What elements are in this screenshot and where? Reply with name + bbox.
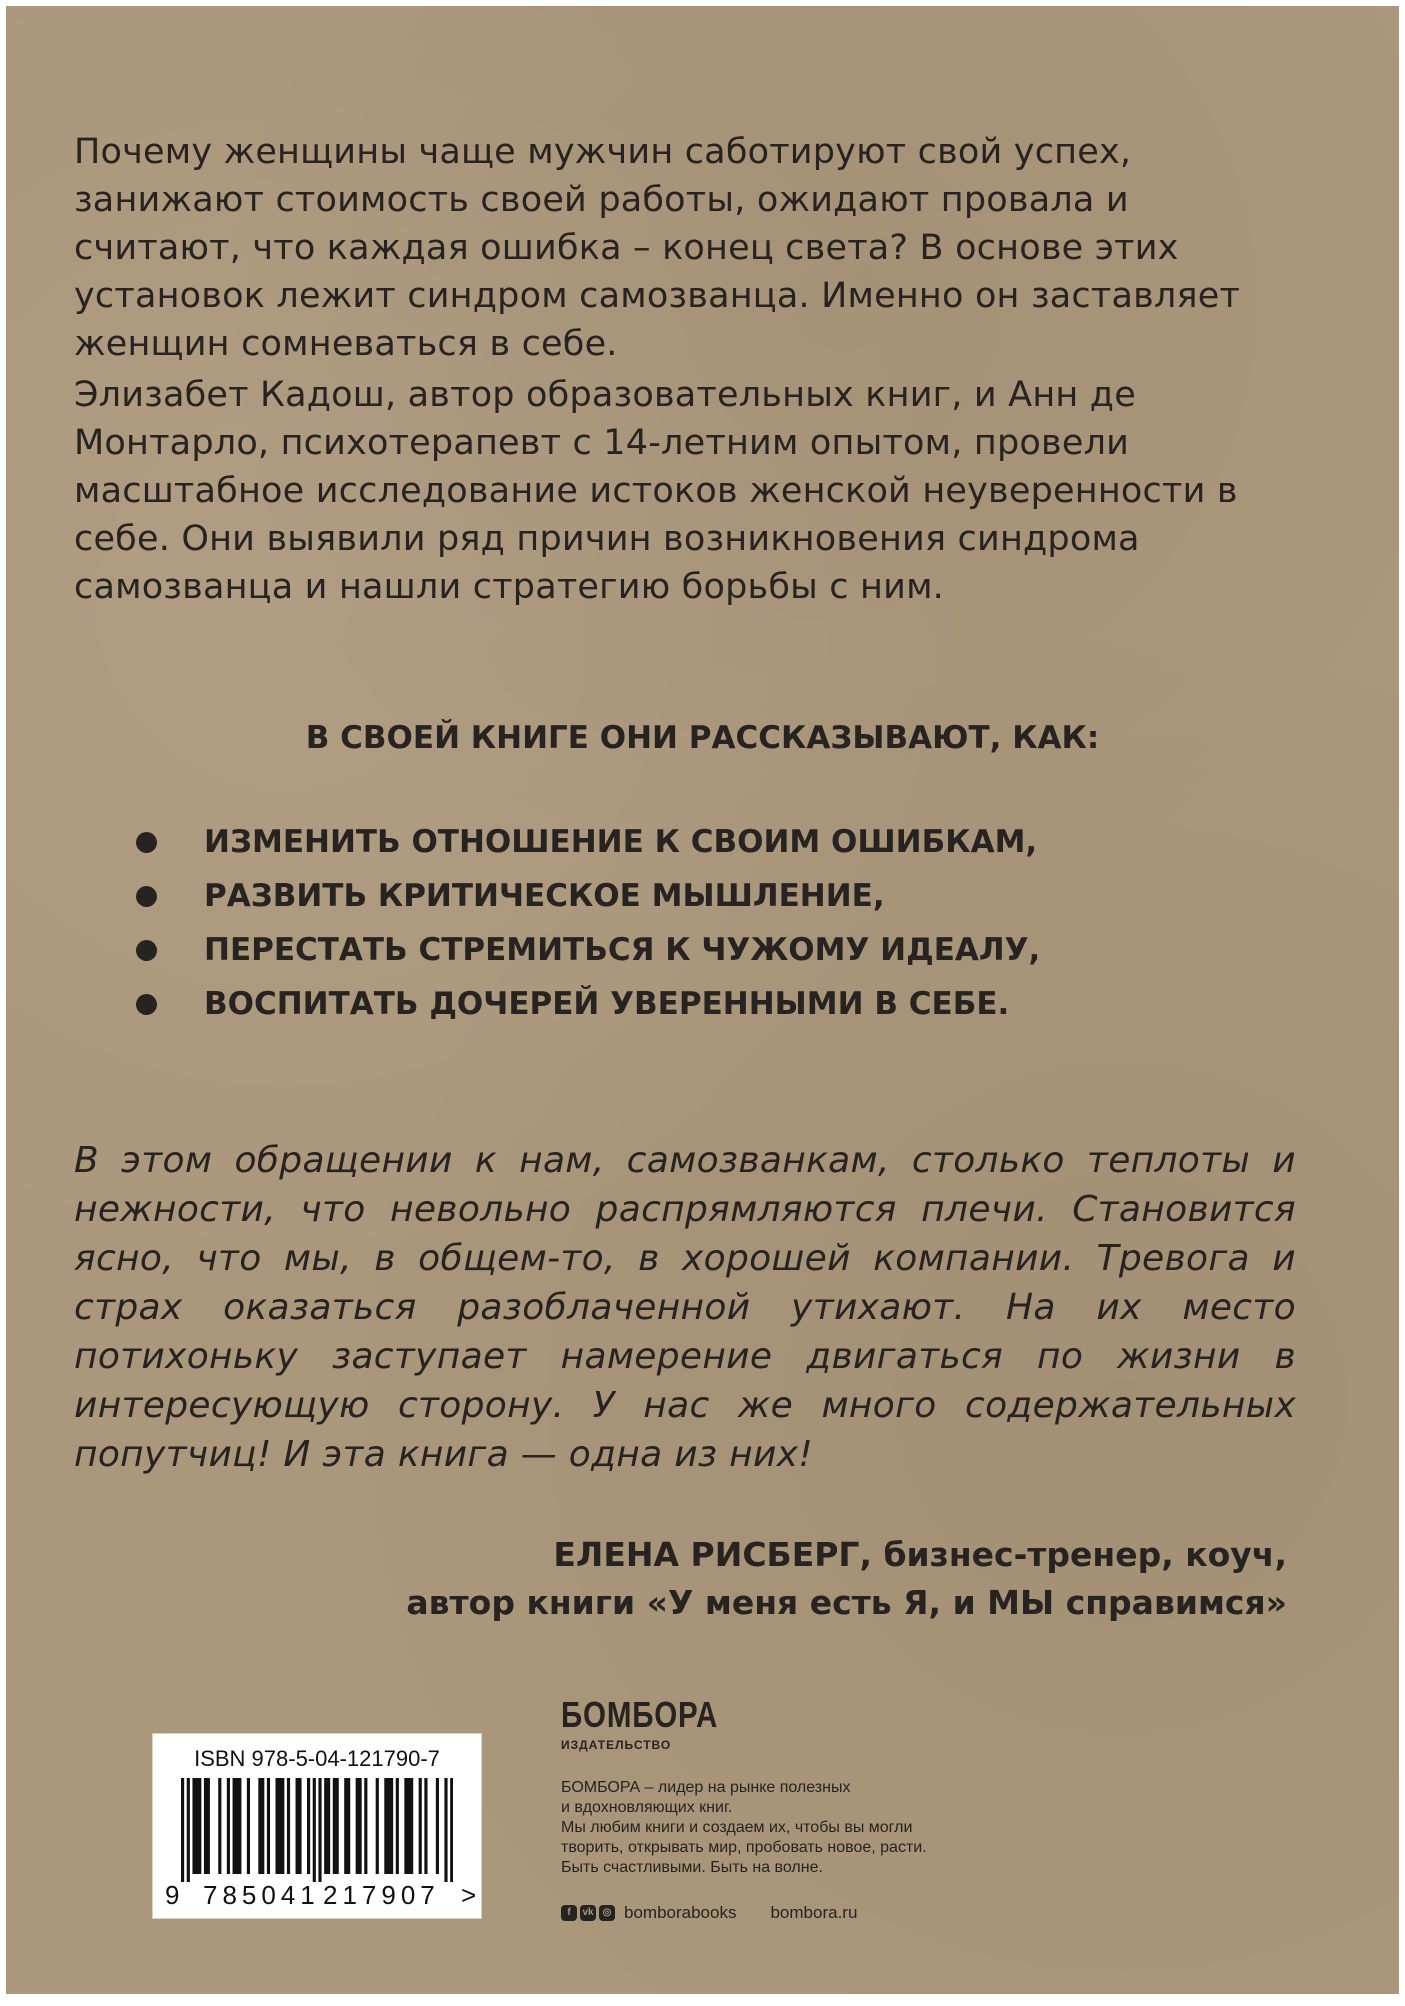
barcode-bar [267,1778,270,1874]
barcode-bar [387,1778,390,1874]
quote-attribution [406,1531,1287,1627]
barcode-bar [376,1778,379,1874]
publisher-description-line: Мы любим книги и создаем их, чтобы вы могли [561,1819,913,1836]
list-item-text: ПЕРЕСТАТЬ СТРЕМИТЬСЯ К ЧУЖОМУ ИДЕАЛУ, [204,932,1041,968]
barcode-bar [318,1778,321,1882]
bullet-icon [136,994,157,1015]
barcode-bar [235,1778,238,1874]
barcode-bar [207,1778,210,1874]
list-heading: В СВОЕЙ КНИГЕ ОНИ РАССКАЗЫВАЮТ, КАК: [305,720,1100,756]
list-item [136,822,1040,876]
benefits-list [136,822,1040,1038]
barcode-bar [407,1778,410,1874]
barcode-bar [324,1778,327,1874]
publisher-description-line: и вдохновляющих книг. [561,1799,733,1816]
list-item [136,984,1040,1038]
instagram-icon[interactable]: ◎ [599,1905,615,1921]
social-handle-link[interactable]: bomborabooks [624,1903,737,1922]
barcode-bar [436,1778,439,1874]
barcode-bar [204,1778,207,1874]
list-item [136,930,1040,984]
bullet-icon [136,940,157,961]
barcode-bar [187,1778,190,1882]
barcode-bar [287,1778,290,1874]
publisher-description-line: творить, открывать мир, пробовать новое, расти. [561,1839,927,1856]
barcode-bar [296,1778,299,1874]
review-quote: В этом обращении к нам, самозванкам, столько теплоты и нежности, что невольно распрямляются плечи. Становится ясно, что мы, в общем-то, в хорошей компании. Тревога и страх оказаться разоблаченной утихают. На их место потихоньку заступает намерение двигаться по жизни в интересующую сторону. У нас же много содержательных попутчиц! И эта книга — одна из них! [74,1140,1296,1475]
back-cover [6,6,1399,1994]
vk-icon[interactable]: vk [580,1905,596,1921]
barcode-bar [247,1778,250,1874]
barcode-bar [396,1778,399,1874]
barcode-bar [384,1778,387,1874]
website-link[interactable]: bombora.ru [770,1903,858,1922]
barcode-bar [347,1778,350,1874]
barcode-bar [450,1778,453,1882]
ean-arrow: > [461,1880,477,1910]
barcode-bar [344,1778,347,1874]
list-item-text: РАЗВИТЬ КРИТИЧЕСКОЕ МЫШЛЕНИЕ, [204,878,885,914]
bullet-icon [136,886,157,907]
barcode-bar [233,1778,236,1874]
facebook-icon[interactable]: f [561,1905,577,1921]
ean-first-digit: 9 [165,1880,180,1910]
barcode-bar [419,1778,422,1874]
barcode-bar [281,1778,284,1874]
barcode-bar [336,1778,339,1874]
intro-paragraph: Почему женщины чаще мужчин саботируют свой успех, занижают стоимость своей работы, ожидают провала и считают, что каждая ошибка – конец света? В основе этих установок лежит синдром самозванца. Именно он заставляет женщин сомневаться в себе. [74,132,1241,364]
barcode-bar [227,1778,230,1874]
publisher-block [561,1696,1021,1923]
barcode-bar [356,1778,359,1874]
ean-right-group: 217907 [323,1880,440,1910]
barcode-bar [333,1778,336,1874]
publisher-links [561,1903,1021,1923]
barcode-bar [364,1778,367,1874]
quote-author-line-2: автор книги «У меня есть Я, и МЫ справимся» [406,1583,1287,1622]
list-item-text: ИЗМЕНИТЬ ОТНОШЕНИЕ К СВОИМ ОШИБКАМ, [204,824,1038,860]
barcode-bar [390,1778,393,1874]
barcode-bar [195,1778,198,1874]
barcode-bar [327,1778,330,1874]
barcode-bar [181,1778,184,1882]
barcode-bar [359,1778,362,1874]
bullet-icon [136,832,157,853]
barcode-bar [238,1778,241,1874]
barcode-bar [261,1778,264,1874]
barcode-bar [298,1778,301,1874]
list-item-text: ВОСПИТАТЬ ДОЧЕРЕЙ УВЕРЕННЫМИ В СЕБЕ. [204,986,1010,1022]
barcode-bar [192,1778,195,1874]
barcode-bar [218,1778,221,1874]
barcode-icon [181,1778,453,1882]
list-item [136,876,1040,930]
barcode-bar [313,1778,316,1882]
barcode-bar [258,1778,261,1874]
publisher-description-line: Быть счастливыми. Быть на волне. [561,1859,823,1876]
authors-paragraph: Элизабет Кадош, автор образовательных книг, и Анн де Монтарло, психотерапевт с 14-летним опытом, провели масштабное исследование истоков женской неуверенности в себе. Они выявили ряд причин возникновения синдрома самозванца и нашли стратегию борьбы с ним. [74,375,1238,607]
barcode-bar [404,1778,407,1874]
isbn-text: ISBN 978-5-04-121790-7 [194,1746,440,1771]
barcode-bar [278,1778,281,1874]
publisher-description [561,1778,1021,1878]
quote-author-line-1: ЕЛЕНА РИСБЕРГ, бизнес-тренер, коуч, [553,1535,1287,1574]
barcode-bar [198,1778,201,1874]
barcode-bar [307,1778,310,1874]
ean-left-group: 785041 [203,1880,320,1910]
publisher-logo: БОМБОРА [561,1694,719,1735]
publisher-subtitle: ИЗДАТЕЛЬСТВО [561,1738,672,1752]
barcode-bar [275,1778,278,1874]
barcode-bar [444,1778,447,1882]
barcode-bar [410,1778,413,1874]
barcode-label [152,1733,482,1919]
publisher-description-line: БОМБОРА – лидер на рынке полезных [561,1779,851,1796]
barcode-bar [424,1778,427,1874]
